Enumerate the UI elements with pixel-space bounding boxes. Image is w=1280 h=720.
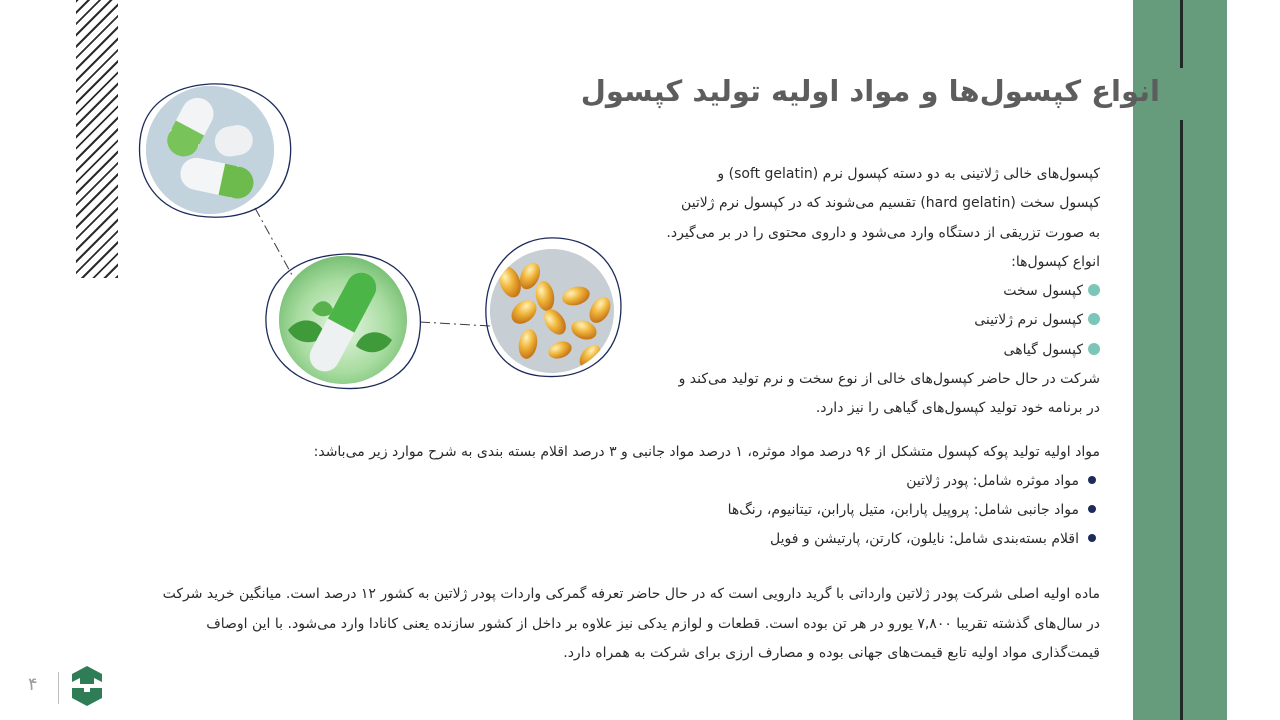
herbal-capsule-image	[266, 254, 420, 389]
softgel-capsules-image	[486, 238, 621, 377]
capsule-text-line-1: کپسول‌های خالی ژلاتینی به دو دسته کپسول نرم (soft gelatin) و	[717, 166, 1100, 182]
bullet-dot-icon	[1088, 505, 1096, 513]
import-text-line-3: قیمت‌گذاری مواد اولیه تابع قیمت‌های جهانی بوده و مصارف ارزی برای شرکت به همراه دارد.	[563, 645, 1100, 661]
raw-material-label: مواد جانبی شامل: پروپیل پارابن، متیل پارابن، تیتانیوم، رنگ‌ها	[727, 502, 1079, 518]
company-logo-icon	[70, 664, 104, 708]
capsule-type-label: کپسول گیاهی	[1003, 341, 1083, 358]
capsule-closing-line-1: شرکت در حال حاضر کپسول‌های خالی از نوع سخت و نرم تولید می‌کند و	[678, 371, 1100, 388]
import-info-section	[108, 580, 1100, 669]
raw-material-item	[250, 525, 1100, 554]
capsule-types-heading: انواع کپسول‌ها:	[1011, 253, 1100, 270]
page-title: انواع کپسول‌ها و مواد اولیه تولید کپسول	[580, 74, 1160, 108]
import-text-line-1: ماده اولیه اصلی شرکت پودر ژلاتین وارداتی با گرید دارویی است که در حال حاضر تعرفه گمرکی واردات پودر ژلاتین به کشور ۱۲ درصد است. میانگین خرید شرکت	[162, 586, 1100, 602]
footer-divider	[58, 672, 59, 704]
import-text-line-2: در سال‌های گذشته تقریبا ۷,۸۰۰ یورو در هر تن بوده است. قطعات و لوازم یدکی نیز علاوه بر داخل از کشور سازنده یعنی کانادا وارد می‌شود. با این اوصاف	[206, 615, 1100, 632]
raw-material-label: مواد موثره شامل: پودر ژلاتین	[906, 473, 1079, 489]
connector-line-2	[420, 322, 490, 326]
capsule-text-line-2: کپسول سخت (hard gelatin) تقسیم می‌شوند که در کپسول نرم ژلاتین	[681, 195, 1100, 212]
bullet-dot-icon	[1088, 343, 1100, 355]
capsule-types-section	[640, 160, 1100, 424]
capsule-text-line-3: به صورت تزریقی از دستگاه وارد می‌شود و داروی محتوی را در بر می‌گیرد.	[666, 224, 1100, 241]
capsule-type-label: کپسول سخت	[1003, 283, 1083, 300]
raw-materials-section	[250, 438, 1100, 554]
raw-material-item	[250, 496, 1100, 525]
connector-line-1	[255, 208, 292, 275]
raw-material-label: اقلام بسته‌بندی شامل: نایلون، کارتن، پارتیشن و فویل	[770, 531, 1079, 547]
capsule-type-item	[640, 277, 1100, 306]
capsule-type-item	[640, 336, 1100, 365]
bullet-dot-icon	[1088, 284, 1100, 296]
capsule-closing-line-2: در برنامه خود تولید کپسول‌های گیاهی را نیز دارد.	[815, 400, 1100, 417]
bullet-dot-icon	[1088, 313, 1100, 325]
raw-material-item	[250, 467, 1100, 496]
bullet-dot-icon	[1088, 534, 1096, 542]
capsule-type-item	[640, 306, 1100, 335]
capsule-type-label: کپسول نرم ژلاتینی	[974, 312, 1083, 329]
raw-materials-intro: مواد اولیه تولید پوکه کپسول متشکل از ۹۶ درصد مواد موثره، ۱ درصد مواد جانبی و ۳ درصد اقلام بسته بندی به شرح موارد زیر می‌باشد:	[313, 444, 1100, 460]
hard-capsules-image	[140, 84, 291, 217]
bullet-dot-icon	[1088, 476, 1096, 484]
page-number: ۴	[28, 674, 38, 695]
